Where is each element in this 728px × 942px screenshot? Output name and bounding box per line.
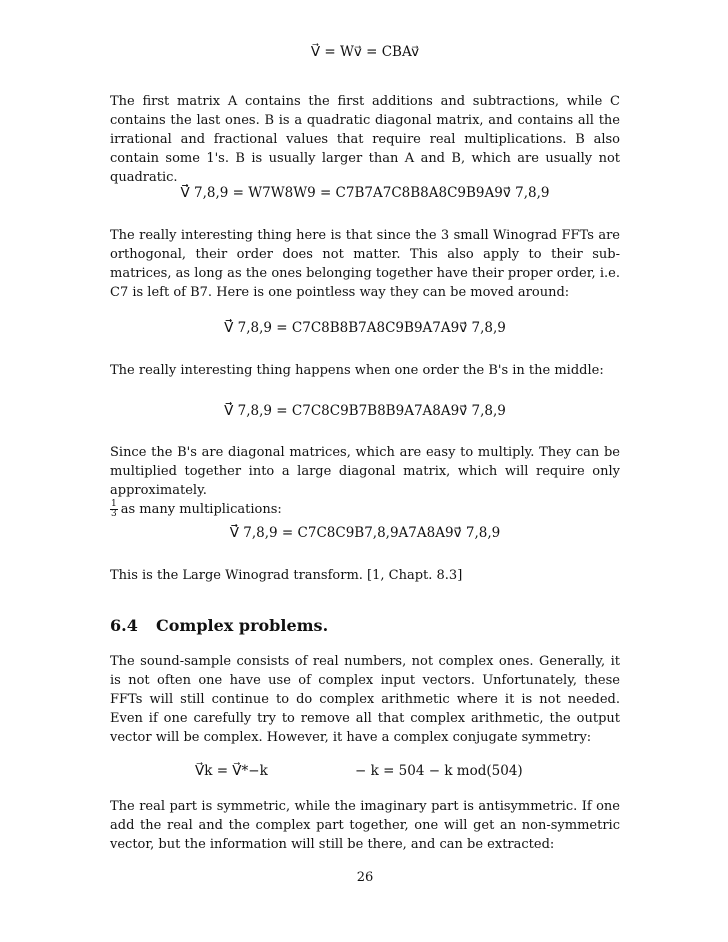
equation-conjugate-symmetry: V⃗k = V⃗*−k xyxy=(195,763,268,779)
paragraph-diagonal-multiply-text: Since the B's are diagonal matrices, which are easy to multiply. They can be multiplied together into a large diagonal matrix, which will require only approximately. xyxy=(110,445,620,498)
paragraph-large-winograd: This is the Large Winograd transform. [1, Chapt. 8.3] xyxy=(110,568,463,583)
paragraph-sound-sample: The sound-sample consists of real numbers, not complex ones. Generally, it is not often one have use of complex input vectors. Unfortunately, these FFTs will still continue to do complex arithmetic where it is not needed. Even if one carefully try to remove all that complex arithmetic, the output vector will be complex. However, it have a complex conjugate symmetry: xyxy=(110,654,620,745)
paragraph-real-imaginary: The real part is symmetric, while the imaginary part is antisymmetric. If one add the real and the complex part together, one will get an non-symmetric vector, but the information will still be there, and can be extracted: xyxy=(110,799,620,852)
fraction-numerator: 1 xyxy=(111,499,117,509)
section-number: 6.4 xyxy=(110,616,138,635)
paragraph-diagonal-multiply-tail: as many multiplications: xyxy=(120,502,282,517)
equation-b-grouped-product: V⃗⃗⃗ 7,8,9 = C7C8C9B7B8B9A7A8A9v⃗⃗⃗ 7,8,9 xyxy=(224,403,506,419)
section-title: Complex problems. xyxy=(156,616,329,635)
paragraph-matrix-description: The first matrix A contains the first additions and subtractions, while C contains the last ones. B is a quadratic diagonal matrix, and contains all the irrational and fractional values that require real multiplications. B also contain some 1's. B is usually larger than A and B, which are usually not quadratic. xyxy=(110,94,620,185)
fraction-one-third xyxy=(110,500,118,519)
equation-large-winograd: V⃗⃗⃗ 7,8,9 = C7C8C9B7,8,9A7A8A9v⃗⃗⃗ 7,8,9 xyxy=(229,525,501,541)
equation-mod-504: − k = 504 − k mod(504) xyxy=(355,763,523,779)
paragraph-orthogonal-order: The really interesting thing here is that since the 3 small Winograd FFTs are orthogonal, their order does not matter. This also apply to their sub-matrices, as long as the ones belonging together have their proper order, i.e. C7 is left of B7. Here is one pointless way they can be moved around: xyxy=(110,228,620,300)
equation-v-equals-cbav: V⃗ = Wv⃗ = CBAv⃗ xyxy=(310,44,420,60)
equation-winograd-product: V⃗⃗⃗ 7,8,9 = W7W8W9 = C7B7A7C8B8A8C9B9A9v⃗⃗⃗ 7,8,9 xyxy=(180,185,550,201)
paragraph-b-middle: The really interesting thing happens when one order the B's in the middle: xyxy=(110,363,604,378)
paragraph-diagonal-multiply xyxy=(110,443,620,519)
page-number: 26 xyxy=(356,870,374,885)
equation-reordered-product: V⃗⃗⃗ 7,8,9 = C7C8B8B7A8C9B9A7A9v⃗⃗⃗ 7,8,9 xyxy=(224,320,506,336)
fraction-denominator: 3 xyxy=(111,509,117,519)
section-heading xyxy=(110,616,328,635)
